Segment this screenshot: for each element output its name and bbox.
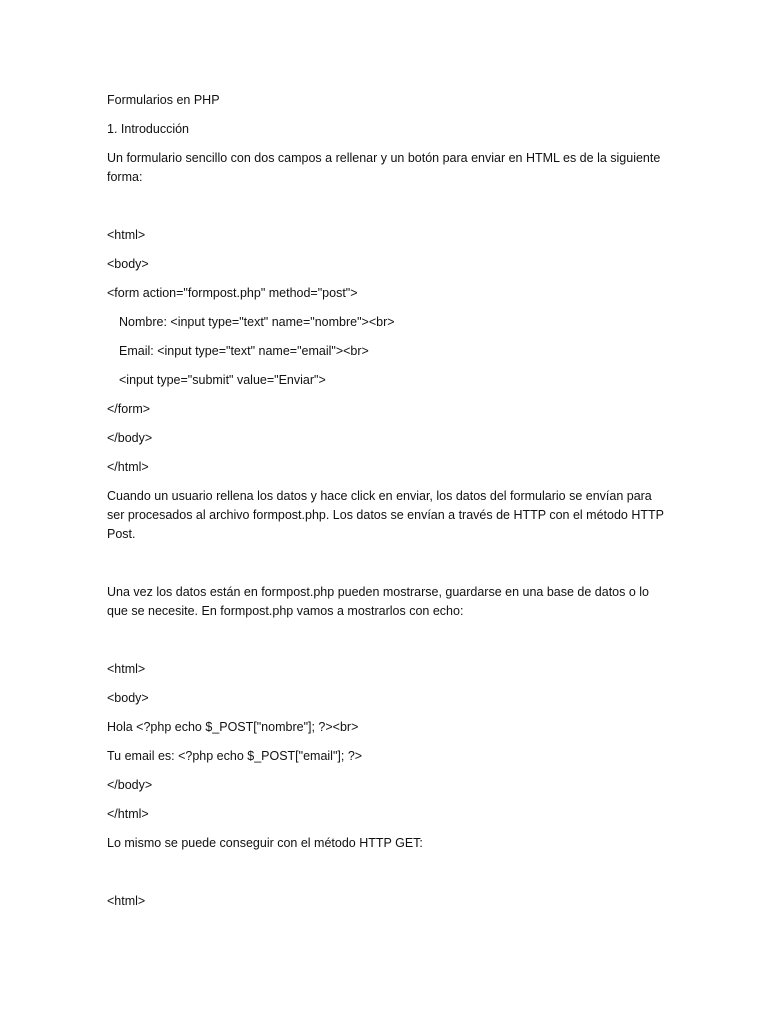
code-line: <form action="formpost.php" method="post"> (107, 286, 358, 300)
code-line: </body> (107, 778, 153, 792)
code-line: </html> (107, 807, 149, 821)
section-heading: 1. Introducción (107, 122, 189, 136)
paragraph-get-method: Lo mismo se puede conseguir con el método HTTP GET: (107, 836, 423, 850)
code-line: <body> (107, 257, 149, 271)
code-line: <input type="submit" value="Enviar"> (119, 373, 326, 387)
code-line: </html> (107, 460, 149, 474)
code-line: </form> (107, 402, 151, 416)
code-line: <body> (107, 691, 149, 705)
code-line: Nombre: <input type="text" name="nombre"><br> (119, 315, 395, 329)
code-line: Hola <?php echo $_POST["nombre"]; ?><br> (107, 720, 359, 734)
code-line: </body> (107, 431, 153, 445)
code-line: Tu email es: <?php echo $_POST["email"]; ?> (107, 749, 363, 763)
code-line: <html> (107, 228, 146, 242)
paragraph-echo-explanation: Una vez los datos están en formpost.php pueden mostrarse, guardarse en una base de datos o lo que se necesite. En formpost.php vamos a mostrarlos con echo: (107, 585, 650, 618)
paragraph-post-explanation: Cuando un usuario rellena los datos y hace click en enviar, los datos del formulario se envían para ser procesados al archivo formpost.php. Los datos se envían a través de HTTP con el método HTTP Post. (107, 489, 664, 541)
document-title: Formularios en PHP (107, 93, 220, 107)
code-line: <html> (107, 662, 146, 676)
code-line: <html> (107, 894, 146, 908)
intro-paragraph: Un formulario sencillo con dos campos a rellenar y un botón para enviar en HTML es de la siguiente forma: (107, 151, 661, 184)
code-line: Email: <input type="text" name="email"><br> (119, 344, 369, 358)
